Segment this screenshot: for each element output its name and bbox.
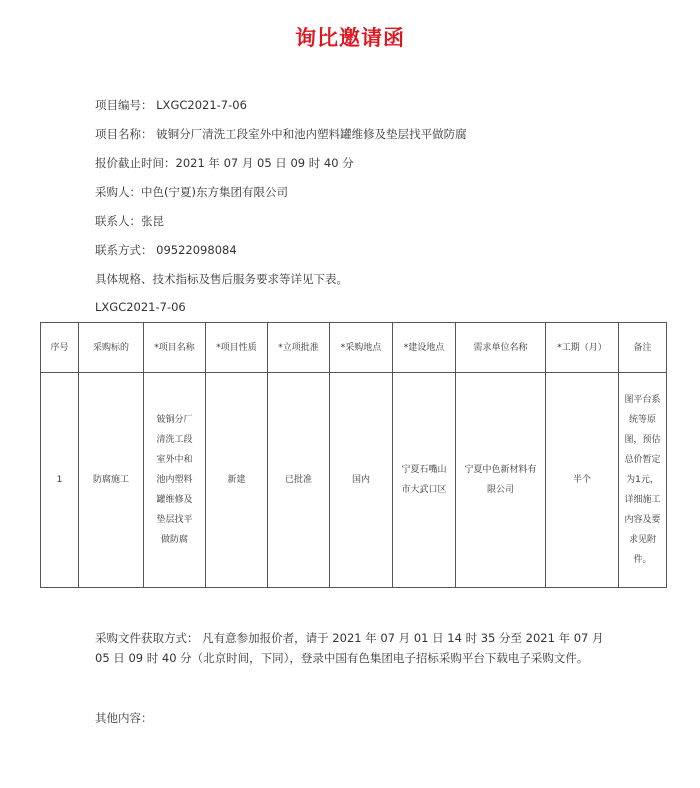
procurement-table — [40, 322, 667, 588]
deadline: 报价截止时间：2021 年 07 月 05 日 09 时 40 分 — [95, 156, 354, 170]
project-nature: 新建 — [206, 373, 268, 588]
table-row — [41, 373, 667, 588]
spec-note: 具体规格、技术指标及售后服务要求等详见下表。 — [95, 272, 348, 286]
project-name-text: 铍铜分厂清洗工段室外中和池内塑料罐维修及垫层找平做防腐 — [156, 415, 193, 545]
header-cell: 需求单位名称 — [456, 323, 546, 373]
procurement-subject: 防腐施工 — [79, 373, 144, 588]
approval-status: 已批准 — [268, 373, 330, 588]
table-header-row — [41, 323, 667, 373]
project-number: 项目编号： LXGC2021-7-06 — [95, 98, 247, 112]
demand-unit-text: 宁夏中色新材料有限公司 — [464, 465, 537, 495]
header-cell: *建设地点 — [393, 323, 456, 373]
header-cell: *项目性质 — [206, 323, 268, 373]
contact-person: 联系人：张昆 — [95, 214, 164, 228]
header-cell: *采购地点 — [330, 323, 393, 373]
procurement-location: 国内 — [330, 373, 393, 588]
other-content: 其他内容： — [95, 711, 153, 725]
document-title: 询比邀请函 — [295, 26, 405, 50]
project-name: 项目名称： 铍铜分厂清洗工段室外中和池内塑料罐维修及垫层找平做防腐 — [95, 127, 467, 141]
demand-unit-cell — [456, 373, 546, 588]
header-cell: *工期（月） — [546, 323, 619, 373]
buyer: 采购人：中色(宁夏)东方集团有限公司 — [95, 185, 288, 199]
row-index: 1 — [41, 373, 79, 588]
duration: 半个 — [546, 373, 619, 588]
header-cell: 采购标的 — [79, 323, 144, 373]
construction-site-cell — [393, 373, 456, 588]
header-cell: 序号 — [41, 323, 79, 373]
contact-phone: 联系方式： 09522098084 — [95, 243, 237, 257]
remarks-text: 图平台系统等原图，预估总价暂定为1元，详细施工内容及要求见附件。 — [624, 395, 661, 565]
construction-site-text: 宁夏石嘴山市大武口区 — [401, 465, 447, 495]
header-cell: *项目名称 — [144, 323, 206, 373]
header-cell: *立项批准 — [268, 323, 330, 373]
table-code: LXGC2021-7-06 — [95, 300, 186, 314]
acquisition-method: 采购文件获取方式： 凡有意参加报价者，请于 2021 年 07 月 01 日 14 时 35 分至 2021 年 07 月 05 日 09 时 40 分（北京时间，下同），登录中国有色集团电子招标采购平台下载电子采购文件。 — [95, 631, 604, 665]
project-name-cell — [144, 373, 206, 588]
header-cell: 备注 — [619, 323, 667, 373]
remarks-cell — [619, 373, 667, 588]
